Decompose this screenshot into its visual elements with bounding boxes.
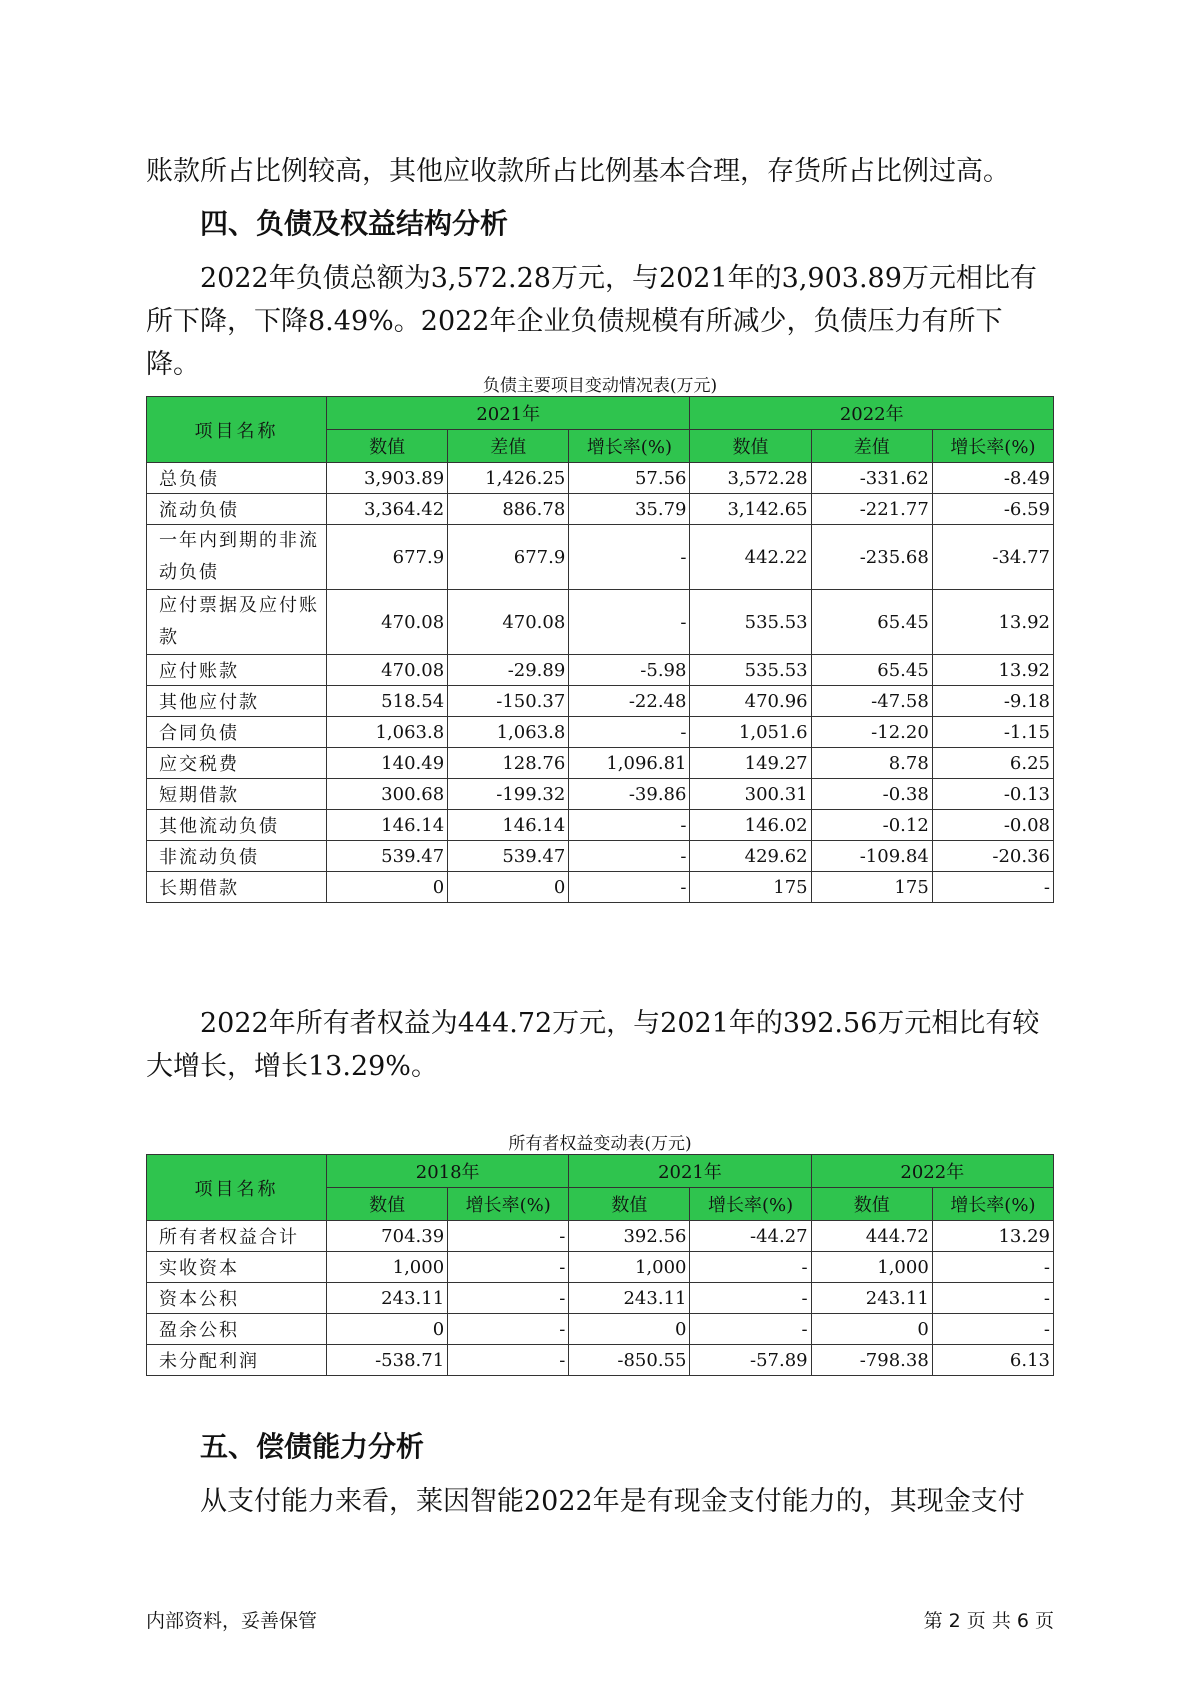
table-cell: 140.49 — [327, 748, 448, 779]
table-cell: 539.47 — [448, 841, 569, 872]
table-cell: 1,000 — [569, 1252, 690, 1283]
table2-subheader: 增长率(%) — [690, 1188, 811, 1221]
row-label: 一年内到期的非流动负债 — [147, 525, 327, 590]
paragraph-continuation: 账款所占比例较高，其他应收款所占比例基本合理，存货所占比例过高。 — [146, 156, 1010, 187]
table-cell: 57.56 — [569, 463, 690, 494]
table-cell: 243.11 — [569, 1283, 690, 1314]
table-cell: 429.62 — [690, 841, 811, 872]
table-cell: -235.68 — [811, 525, 932, 590]
table-cell: 175 — [690, 872, 811, 903]
table-cell: - — [448, 1252, 569, 1283]
table1-caption: 负债主要项目变动情况表(万元) — [482, 376, 718, 396]
table-cell: - — [932, 1314, 1053, 1345]
table2-subheader: 增长率(%) — [448, 1188, 569, 1221]
table-cell: 0 — [811, 1314, 932, 1345]
table-cell: 1,063.8 — [327, 717, 448, 748]
table-row — [147, 590, 1054, 655]
table1-subheader: 差值 — [811, 430, 932, 463]
table-cell: 6.25 — [932, 748, 1053, 779]
table-row — [147, 779, 1054, 810]
paragraph-liabilities: 2022年负债总额为3,572.28万元，与2021年的3,903.89万元相比有所下降，下降8.49%。2022年企业负债规模有所减少，负债压力有所下降。 — [146, 263, 1037, 380]
equity-table — [146, 1154, 1054, 1376]
liabilities-table — [146, 396, 1054, 903]
table-cell: - — [569, 810, 690, 841]
table-cell: 0 — [448, 872, 569, 903]
table-cell: 535.53 — [690, 590, 811, 655]
table-cell: -0.38 — [811, 779, 932, 810]
table-cell: 1,000 — [327, 1252, 448, 1283]
table-cell: 149.27 — [690, 748, 811, 779]
table-cell: 13.92 — [932, 590, 1053, 655]
table-cell: 13.29 — [932, 1221, 1053, 1252]
table-cell: 1,051.6 — [690, 717, 811, 748]
table-cell: -109.84 — [811, 841, 932, 872]
table-cell: -0.12 — [811, 810, 932, 841]
table-row — [147, 872, 1054, 903]
table-cell: 1,426.25 — [448, 463, 569, 494]
table-cell: 470.08 — [327, 655, 448, 686]
table2-year-header: 2018年 — [327, 1155, 569, 1188]
table-cell: - — [690, 1314, 811, 1345]
table-cell: 677.9 — [448, 525, 569, 590]
row-label: 资本公积 — [147, 1283, 327, 1314]
table-row — [147, 717, 1054, 748]
table2-year-header: 2021年 — [569, 1155, 811, 1188]
table-cell: -199.32 — [448, 779, 569, 810]
table-cell: 0 — [327, 872, 448, 903]
table-row — [147, 655, 1054, 686]
row-label: 所有者权益合计 — [147, 1221, 327, 1252]
table-cell: -221.77 — [811, 494, 932, 525]
table1-subheader: 增长率(%) — [569, 430, 690, 463]
table-cell: 300.31 — [690, 779, 811, 810]
table2-subheader: 数值 — [327, 1188, 448, 1221]
row-label: 合同负债 — [147, 717, 327, 748]
table-cell: 300.68 — [327, 779, 448, 810]
table-row — [147, 1283, 1054, 1314]
table-cell: 243.11 — [327, 1283, 448, 1314]
table-cell: -1.15 — [932, 717, 1053, 748]
table-cell: -20.36 — [932, 841, 1053, 872]
table-cell: 1,063.8 — [448, 717, 569, 748]
table2-name-header: 项目名称 — [147, 1155, 327, 1221]
row-label: 盈余公积 — [147, 1314, 327, 1345]
table-row — [147, 810, 1054, 841]
table-cell: - — [448, 1345, 569, 1376]
table-cell: - — [569, 590, 690, 655]
table-row — [147, 525, 1054, 590]
table-cell: 1,000 — [811, 1252, 932, 1283]
table-cell: 1,096.81 — [569, 748, 690, 779]
row-label: 应交税费 — [147, 748, 327, 779]
table1-subheader: 数值 — [327, 430, 448, 463]
table-row — [147, 1252, 1054, 1283]
table-cell: -5.98 — [569, 655, 690, 686]
table-cell: -8.49 — [932, 463, 1053, 494]
table-row — [147, 494, 1054, 525]
table-cell: 392.56 — [569, 1221, 690, 1252]
row-label: 其他流动负债 — [147, 810, 327, 841]
table-cell: - — [569, 717, 690, 748]
table-cell: 65.45 — [811, 590, 932, 655]
table-cell: 470.08 — [327, 590, 448, 655]
row-label: 非流动负债 — [147, 841, 327, 872]
table-row — [147, 748, 1054, 779]
row-label: 应付票据及应付账款 — [147, 590, 327, 655]
row-label: 流动负债 — [147, 494, 327, 525]
table-cell: -34.77 — [932, 525, 1053, 590]
table-cell: -798.38 — [811, 1345, 932, 1376]
table-cell: 128.76 — [448, 748, 569, 779]
table-cell: 470.96 — [690, 686, 811, 717]
table-cell: 8.78 — [811, 748, 932, 779]
table-cell: 442.22 — [690, 525, 811, 590]
table-cell: -9.18 — [932, 686, 1053, 717]
table-cell: 539.47 — [327, 841, 448, 872]
row-label: 总负债 — [147, 463, 327, 494]
table-cell: 0 — [327, 1314, 448, 1345]
table-cell: -850.55 — [569, 1345, 690, 1376]
table-cell: -39.86 — [569, 779, 690, 810]
table-cell: - — [932, 1252, 1053, 1283]
table-row — [147, 841, 1054, 872]
table1-subheader: 增长率(%) — [932, 430, 1053, 463]
table-cell: 518.54 — [327, 686, 448, 717]
table2-caption: 所有者权益变动表(万元) — [508, 1134, 692, 1154]
table-cell: 444.72 — [811, 1221, 932, 1252]
table-cell: - — [690, 1283, 811, 1314]
footer-confidential-note: 内部资料，妥善保管 — [146, 1610, 318, 1632]
row-label: 长期借款 — [147, 872, 327, 903]
table2-subheader: 数值 — [569, 1188, 690, 1221]
row-label: 短期借款 — [147, 779, 327, 810]
table-row — [147, 463, 1054, 494]
table-cell: 65.45 — [811, 655, 932, 686]
row-label: 其他应付款 — [147, 686, 327, 717]
table-cell: -12.20 — [811, 717, 932, 748]
table-cell: - — [932, 1283, 1053, 1314]
table-cell: 35.79 — [569, 494, 690, 525]
table-cell: 677.9 — [327, 525, 448, 590]
table-cell: 470.08 — [448, 590, 569, 655]
paragraph-equity: 2022年所有者权益为444.72万元，与2021年的392.56万元相比有较大增长，增长13.29%。 — [146, 1008, 1040, 1082]
table-cell: 175 — [811, 872, 932, 903]
table2-year-header: 2022年 — [811, 1155, 1053, 1188]
table-cell: 243.11 — [811, 1283, 932, 1314]
footer-page-number: 第 2 页 共 6 页 — [923, 1610, 1054, 1632]
table-cell: - — [932, 872, 1053, 903]
table-cell: -44.27 — [690, 1221, 811, 1252]
section-heading-solvency: 五、偿债能力分析 — [200, 1430, 425, 1463]
table1-year-header: 2022年 — [690, 397, 1054, 430]
table-cell: -29.89 — [448, 655, 569, 686]
table1-subheader: 数值 — [690, 430, 811, 463]
paragraph-solvency: 从支付能力来看，莱因智能2022年是有现金支付能力的，其现金支付 — [200, 1486, 1025, 1517]
table1-name-header: 项目名称 — [147, 397, 327, 463]
table-cell: - — [569, 872, 690, 903]
table-cell: 0 — [569, 1314, 690, 1345]
section-heading-liabilities: 四、负债及权益结构分析 — [200, 207, 509, 240]
table-cell: -57.89 — [690, 1345, 811, 1376]
table-cell: - — [448, 1221, 569, 1252]
table-cell: 146.02 — [690, 810, 811, 841]
table-row — [147, 1345, 1054, 1376]
table-cell: -0.13 — [932, 779, 1053, 810]
table-cell: 535.53 — [690, 655, 811, 686]
table-cell: 146.14 — [448, 810, 569, 841]
table-cell: -150.37 — [448, 686, 569, 717]
table-cell: -538.71 — [327, 1345, 448, 1376]
table2-subheader: 增长率(%) — [932, 1188, 1053, 1221]
table-cell: 704.39 — [327, 1221, 448, 1252]
table-cell: 3,572.28 — [690, 463, 811, 494]
row-label: 应付账款 — [147, 655, 327, 686]
table-cell: - — [569, 841, 690, 872]
table-cell: - — [448, 1314, 569, 1345]
table-cell: 146.14 — [327, 810, 448, 841]
table-cell: -47.58 — [811, 686, 932, 717]
table-row — [147, 686, 1054, 717]
table-cell: 3,364.42 — [327, 494, 448, 525]
table-row — [147, 1221, 1054, 1252]
table-cell: - — [448, 1283, 569, 1314]
table-cell: 3,142.65 — [690, 494, 811, 525]
table-cell: - — [569, 525, 690, 590]
table-cell: -331.62 — [811, 463, 932, 494]
table2-subheader: 数值 — [811, 1188, 932, 1221]
table1-subheader: 差值 — [448, 430, 569, 463]
row-label: 实收资本 — [147, 1252, 327, 1283]
table-cell: -6.59 — [932, 494, 1053, 525]
table-cell: -0.08 — [932, 810, 1053, 841]
table-cell: 6.13 — [932, 1345, 1053, 1376]
table1-year-header: 2021年 — [327, 397, 690, 430]
table-cell: - — [690, 1252, 811, 1283]
table-row — [147, 1314, 1054, 1345]
table-cell: 886.78 — [448, 494, 569, 525]
table-cell: 13.92 — [932, 655, 1053, 686]
row-label: 未分配利润 — [147, 1345, 327, 1376]
table-cell: -22.48 — [569, 686, 690, 717]
table-cell: 3,903.89 — [327, 463, 448, 494]
